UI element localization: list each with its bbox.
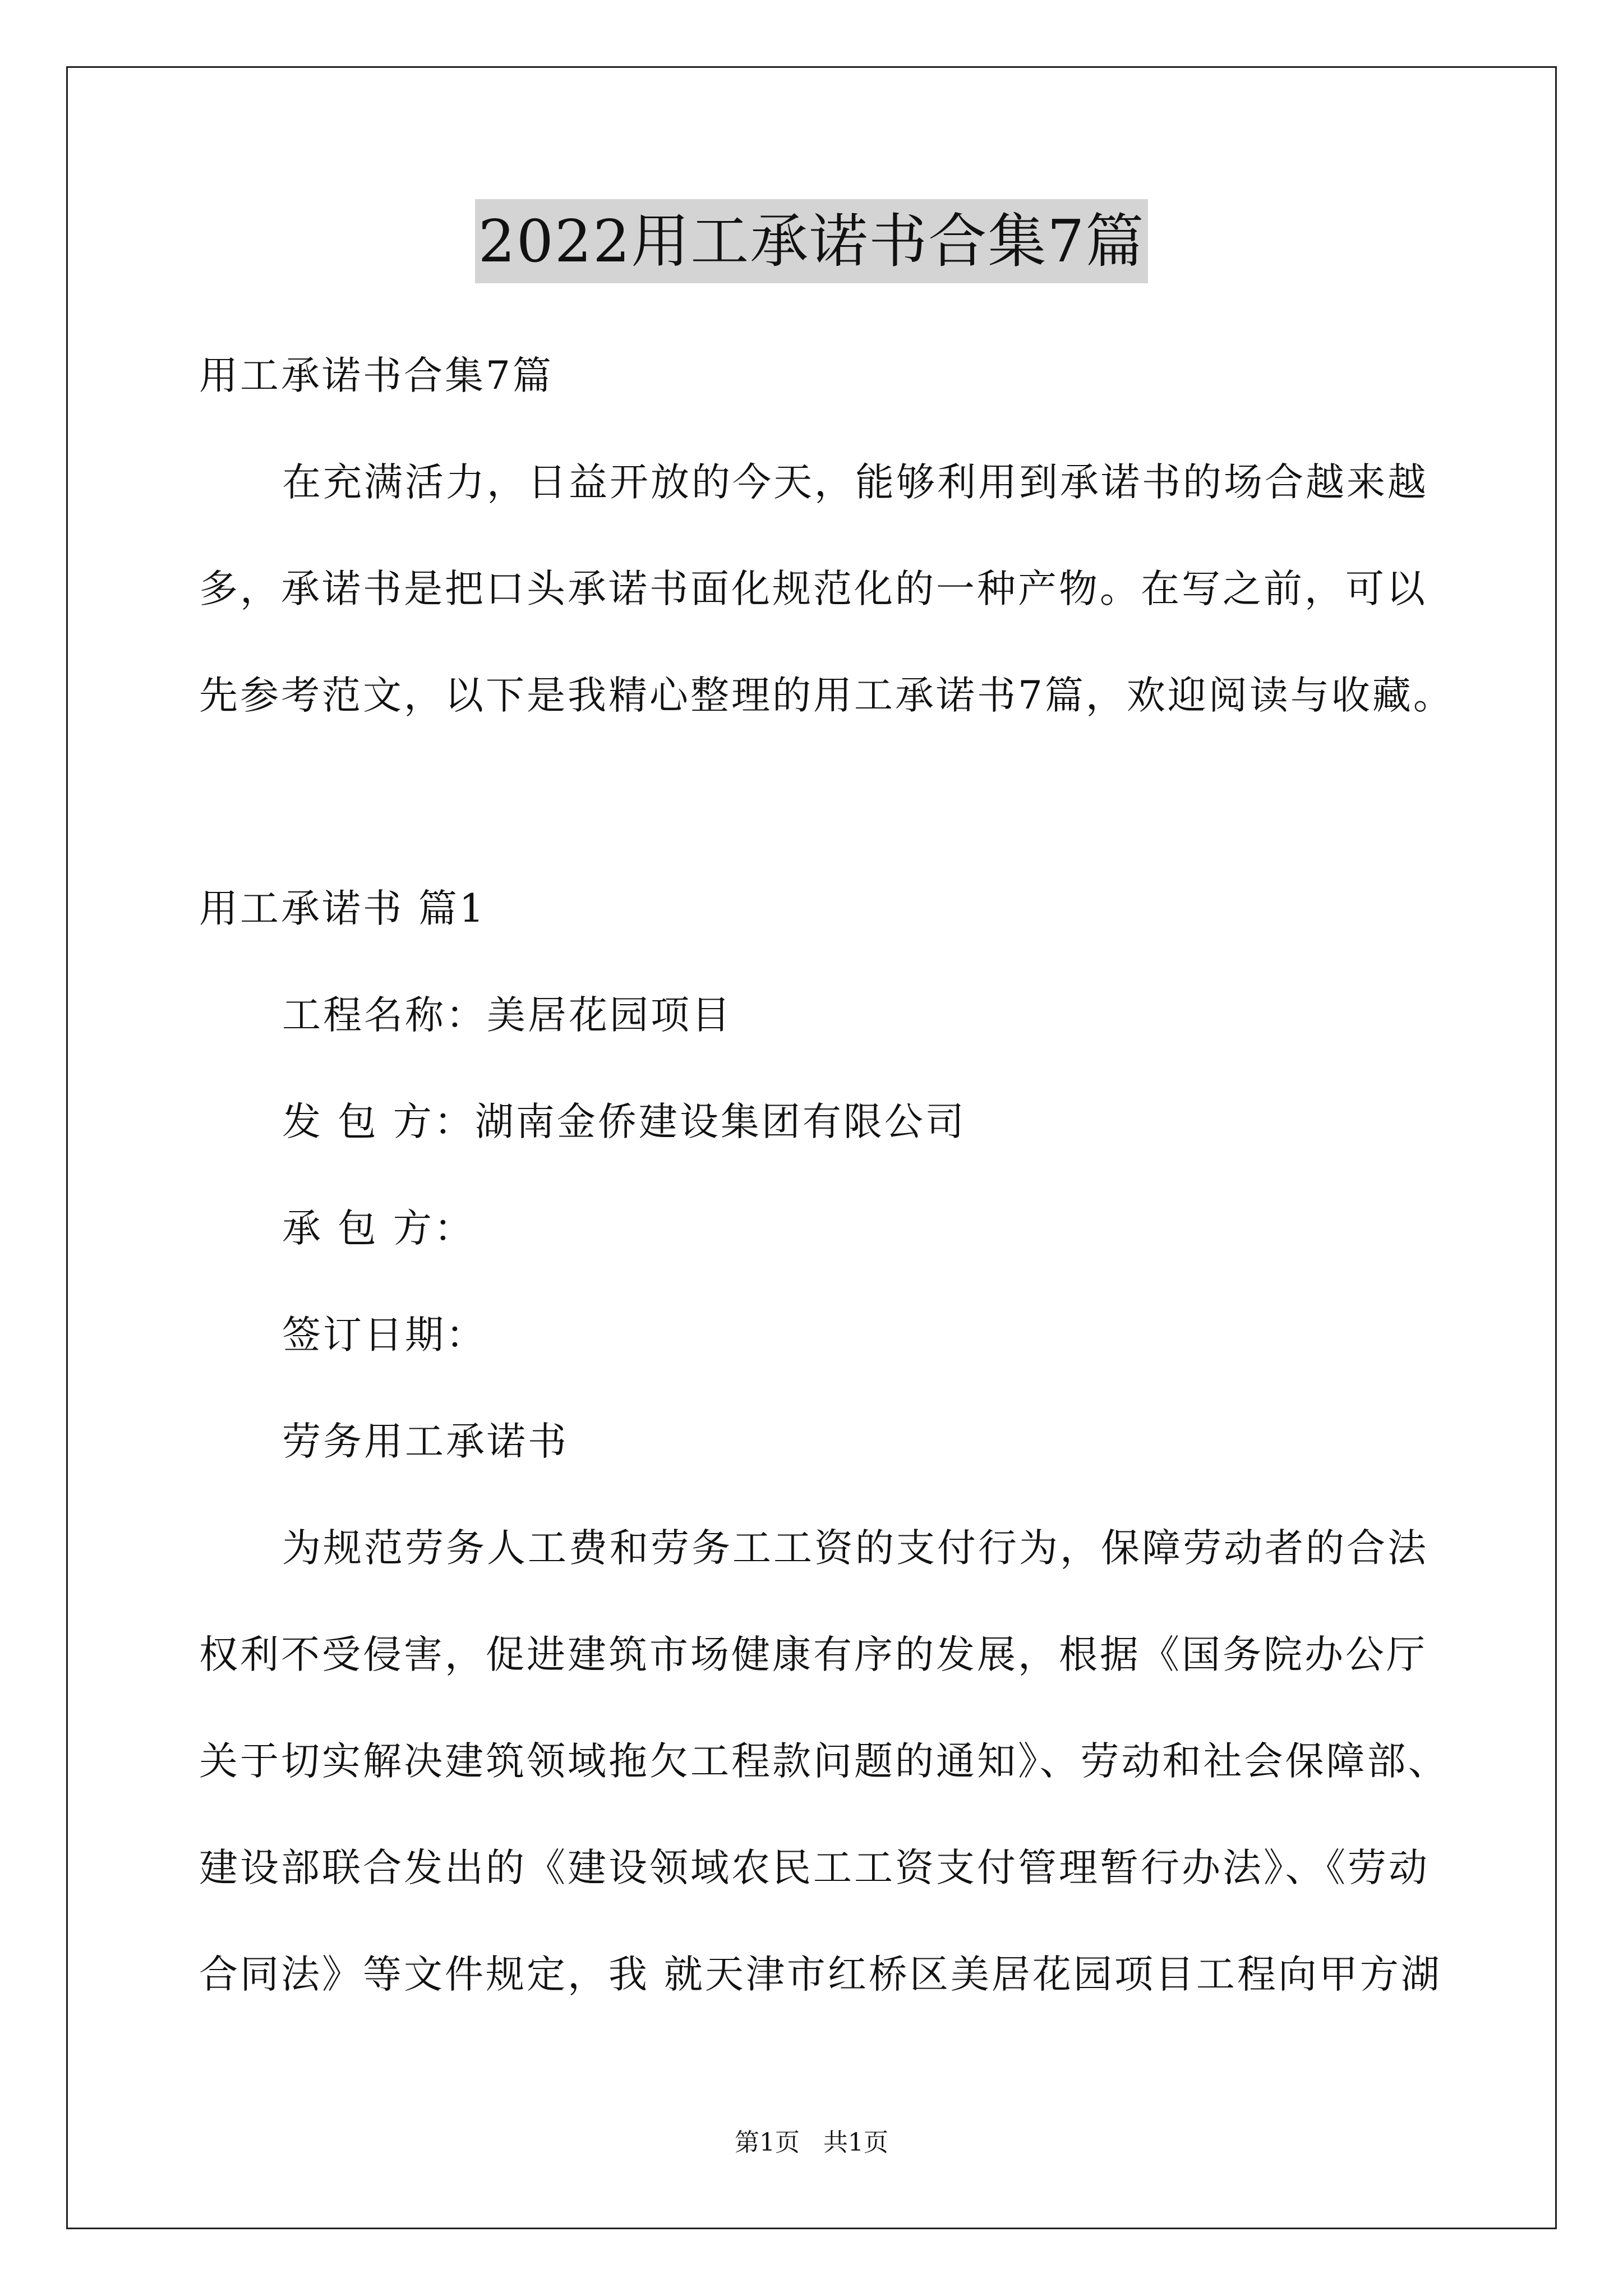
doc-heading: 劳务用工承诺书 — [282, 1419, 569, 1464]
body-line-4: 建设部联合发出的《建设领域农民工工资支付管理暂行办法》、《劳动 — [199, 1846, 1430, 1890]
section-heading: 用工承诺书 篇1 — [199, 886, 486, 931]
document-subtitle: 用工承诺书合集7篇 — [199, 353, 554, 398]
page-footer — [0, 2126, 1623, 2160]
page-number-total: 共1页 — [823, 2128, 888, 2157]
intro-line-3: 先参考范文，以下是我精心整理的用工承诺书7篇，欢迎阅读与收藏。 — [199, 673, 1454, 718]
project-name-field: 工程名称：美居花园项目 — [282, 993, 732, 1038]
body-line-5: 合同法》等文件规定，我 就天津市红桥区美居花园项目工程向甲方湖 — [199, 1952, 1442, 1997]
title-container — [0, 199, 1623, 283]
intro-line-1: 在充满活力，日益开放的今天，能够利用到承诺书的场合越来越 — [282, 460, 1428, 505]
issuer-field: 发 包 方：湖南金侨建设集团有限公司 — [282, 1099, 966, 1144]
body-line-2: 权利不受侵害，促进建筑市场健康有序的发展，根据《国务院办公厅 — [199, 1632, 1427, 1677]
page-number-current: 第1页 — [735, 2128, 800, 2157]
intro-line-2: 多，承诺书是把口头承诺书面化规范化的一种产物。在写之前，可以 — [199, 567, 1427, 611]
body-line-3: 关于切实解决建筑领域拖欠工程款问题的通知》、劳动和社会保障部、 — [199, 1739, 1449, 1784]
body-line-1: 为规范劳务人工费和劳务工工资的支付行为，保障劳动者的合法 — [282, 1526, 1428, 1571]
document-title: 2022用工承诺书合集7篇 — [475, 199, 1149, 283]
sign-date-field: 签订日期： — [282, 1313, 487, 1358]
receiver-field: 承 包 方： — [282, 1206, 475, 1251]
